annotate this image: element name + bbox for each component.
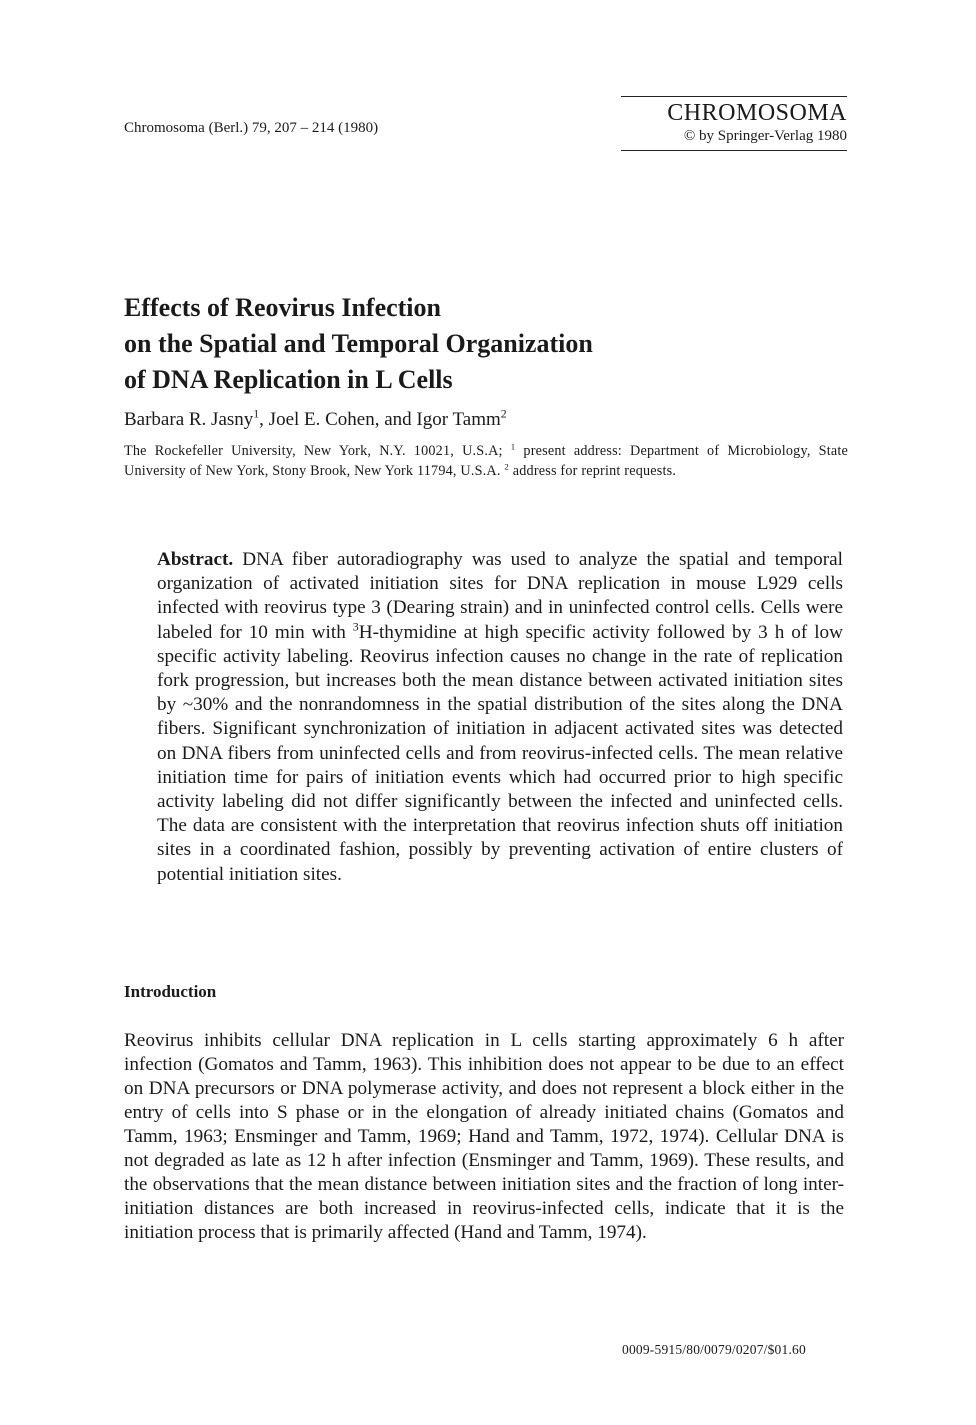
footnote-text: present address: Department of Microbiology, State University of New York, Stony Brook, New York 11794, U.S.A.	[124, 443, 848, 479]
affiliation-text: The Rockefeller University, New York, N.Y. 10021, U.S.A;	[124, 443, 511, 459]
introduction-paragraph: Reovirus inhibits cellular DNA replication in L cells starting approximately 6 h after infection (Gomatos and Tamm, 1963). This inhibition does not appear to be due to an effect on DNA precursors or DNA polymerase activity, and does not represent a block either in the entry of cells into S phase or in the elongation of already initiated chains (Gomatos and Tamm, 1963; Ensminger and Tamm, 1969; Hand and Tamm, 1972, 1974). Cellular DNA is not degraded as late as 12 h after infection (Ensminger and Tamm, 1969). These results, and the observations that the mean distance between initiation sites and the fraction of long inter-initiation distances are both increased in reovirus-infected cells, indicate that it is the initiation process that is primarily affected (Hand and Tamm, 1974).	[124, 1030, 844, 1243]
footnote-mark: 2	[500, 407, 507, 421]
article-code: 0009-5915/80/0079/0207/$01.60	[622, 1342, 806, 1357]
journal-masthead	[621, 96, 847, 151]
title-line-3: of DNA Replication in L Cells	[124, 365, 453, 394]
footnote-text: address for reprint requests.	[508, 463, 677, 479]
section-heading: Introduction	[124, 982, 217, 1001]
journal-citation: Chromosoma (Berl.) 79, 207 – 214 (1980)	[124, 120, 379, 136]
isotope-superscript: 3	[352, 619, 359, 634]
author-list	[124, 409, 507, 431]
author-names-rest: , Joel E. Cohen, and Igor Tamm	[259, 409, 501, 430]
abstract	[157, 548, 843, 887]
abstract-text: DNA fiber autoradiography was used to analyze the spatial and temporal organization of activated initiation sites for DNA replication in mouse L929 cells infected with reovirus type 3 (Dearing strain) and in uninfected control cells. Cells were labeled for 10 min with	[157, 549, 843, 643]
article-title	[124, 290, 844, 398]
author-name: Barbara R. Jasny	[124, 409, 254, 430]
footnote-mark: 2	[504, 461, 509, 472]
affiliation	[124, 441, 848, 481]
title-line-1: Effects of Reovirus Infection	[124, 293, 441, 322]
journal-name: CHROMOSOMA	[621, 96, 847, 127]
abstract-text: H-thymidine at high specific activity followed by 3 h of low specific activity labeling. Reovirus infection causes no change in the rate of replication fork progression, but increases both the mean distance between activated initiation sites by ~30% and the nonrandomness in the spatial distribution of the sites along the DNA fibers. Significant synchronization of initiation in adjacent activated sites was detected on DNA fibers from uninfected cells and from reovirus-infected cells. The mean relative initiation time for pairs of initiation events which had occurred prior to high specific activity labeling did not differ significantly between the infected and uninfected cells. The data are consistent with the interpretation that reovirus infection shuts off initiation sites in a coordinated fashion, possibly by preventing activation of entire clusters of potential initiation sites.	[157, 621, 843, 885]
abstract-label: Abstract.	[157, 549, 234, 570]
title-line-2: on the Spatial and Temporal Organization	[124, 329, 593, 358]
footnote-mark: 1	[253, 407, 260, 421]
copyright-notice: © by Springer-Verlag 1980	[621, 127, 847, 151]
footnote-mark: 1	[510, 441, 516, 452]
